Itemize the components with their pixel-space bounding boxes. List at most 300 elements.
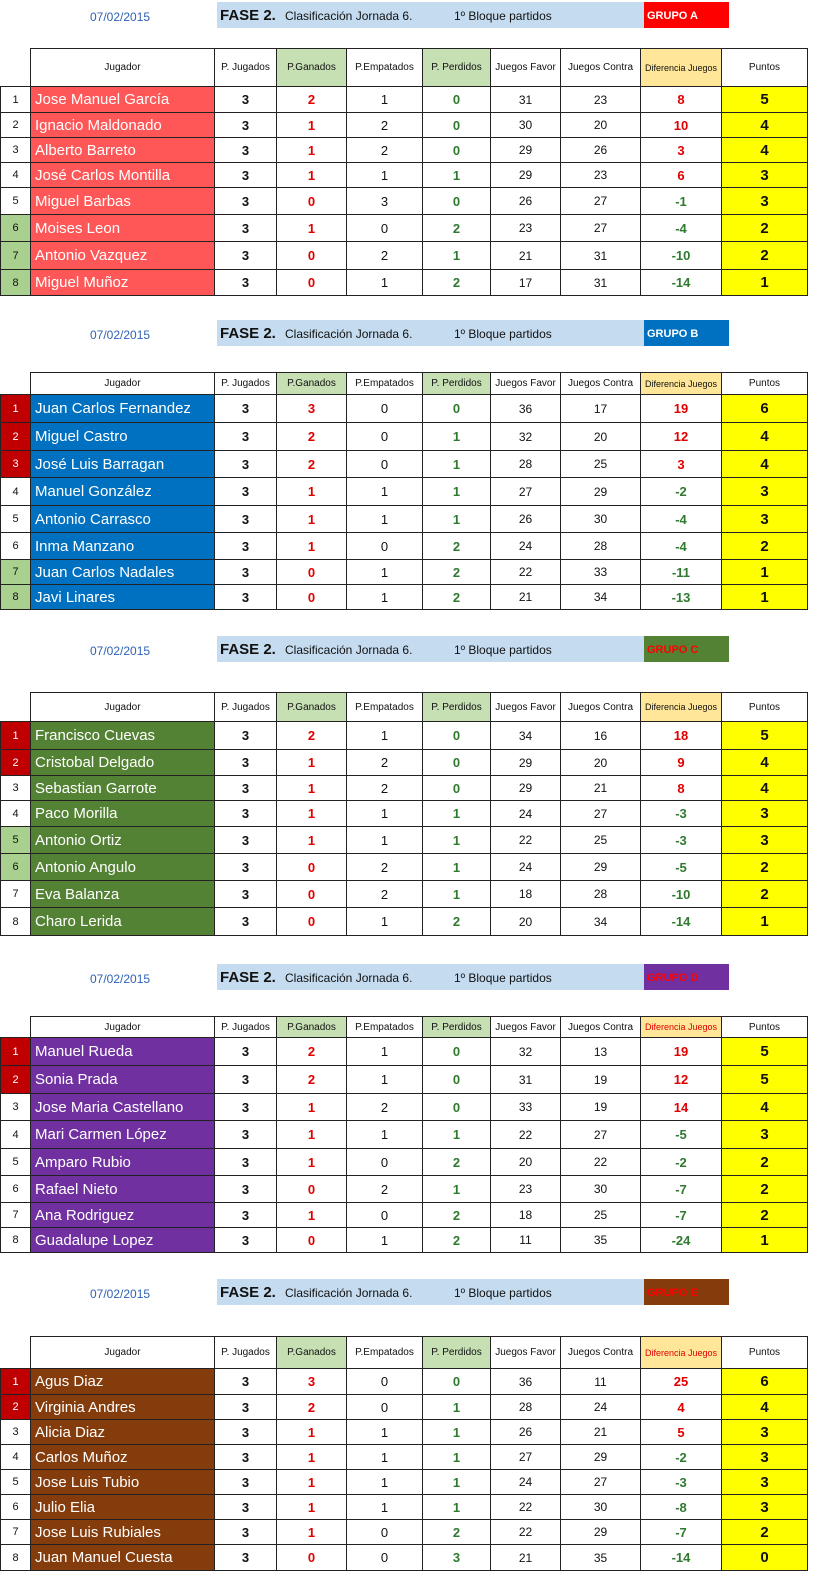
table-row <box>1 1520 808 1545</box>
won-cell: 2 <box>277 451 347 478</box>
lost-cell: 1 <box>423 1470 491 1495</box>
lost-cell: 1 <box>423 478 491 506</box>
points-cell: 3 <box>722 188 808 215</box>
rank-cell: 1 <box>1 87 31 113</box>
standings-table-grupo-a <box>0 48 808 296</box>
table-row <box>1 1420 808 1445</box>
lost-cell: 0 <box>423 113 491 138</box>
drawn-cell: 1 <box>347 506 423 533</box>
rank-cell: 8 <box>1 1545 31 1571</box>
played-cell: 3 <box>215 113 277 138</box>
table-row <box>1 478 808 506</box>
rank-cell: 1 <box>1 1369 31 1395</box>
player-name-cell: Amparo Rubio <box>31 1149 215 1176</box>
fase-title: FASE 2. <box>220 641 276 658</box>
points-cell: 4 <box>722 776 808 801</box>
lost-cell: 1 <box>423 423 491 451</box>
bloque-label: 1º Bloque partidos <box>454 1286 552 1300</box>
games-for-cell: 27 <box>491 478 561 506</box>
drawn-cell: 2 <box>347 138 423 163</box>
rank-cell: 7 <box>1 242 31 270</box>
played-cell: 3 <box>215 270 277 296</box>
games-for-cell: 22 <box>491 827 561 854</box>
rank-cell: 1 <box>1 1038 31 1066</box>
column-header: P.Empatados <box>347 373 423 395</box>
lost-cell: 0 <box>423 1094 491 1121</box>
played-cell: 3 <box>215 87 277 113</box>
won-cell: 1 <box>277 533 347 560</box>
column-header: P.Empatados <box>347 49 423 87</box>
table-row <box>1 722 808 750</box>
played-cell: 3 <box>215 533 277 560</box>
table-row <box>1 1445 808 1470</box>
lost-cell: 1 <box>423 1395 491 1420</box>
played-cell: 3 <box>215 1495 277 1520</box>
games-diff-cell: 8 <box>641 87 722 113</box>
played-cell: 3 <box>215 242 277 270</box>
player-name-cell: Juan Carlos Fernandez <box>31 395 215 423</box>
rank-cell: 4 <box>1 801 31 827</box>
table-row <box>1 423 808 451</box>
points-cell: 6 <box>722 1369 808 1395</box>
games-against-cell: 31 <box>561 270 641 296</box>
lost-cell: 0 <box>423 138 491 163</box>
games-diff-cell: -7 <box>641 1203 722 1228</box>
points-cell: 2 <box>722 533 808 560</box>
played-cell: 3 <box>215 854 277 881</box>
table-row <box>1 560 808 585</box>
games-diff-cell: 3 <box>641 451 722 478</box>
column-header: Juegos Contra <box>561 693 641 722</box>
column-header: Juegos Contra <box>561 373 641 395</box>
lost-cell: 0 <box>423 1066 491 1094</box>
drawn-cell: 1 <box>347 1228 423 1253</box>
clasificacion-label: Clasificación Jornada 6. <box>285 327 413 341</box>
played-cell: 3 <box>215 560 277 585</box>
player-name-cell: Antonio Ortiz <box>31 827 215 854</box>
player-name-cell: Jose Maria Castellano <box>31 1094 215 1121</box>
points-cell: 2 <box>722 1176 808 1203</box>
games-for-cell: 22 <box>491 1520 561 1545</box>
drawn-cell: 0 <box>347 451 423 478</box>
fase-title: FASE 2. <box>220 1284 276 1301</box>
games-for-cell: 29 <box>491 138 561 163</box>
games-against-cell: 25 <box>561 827 641 854</box>
standings-table-grupo-e <box>0 1336 808 1571</box>
played-cell: 3 <box>215 163 277 188</box>
played-cell: 3 <box>215 585 277 610</box>
won-cell: 1 <box>277 1094 347 1121</box>
rank-cell: 7 <box>1 1203 31 1228</box>
drawn-cell: 1 <box>347 560 423 585</box>
drawn-cell: 2 <box>347 750 423 776</box>
table-row <box>1 215 808 242</box>
games-diff-cell: 4 <box>641 1395 722 1420</box>
played-cell: 3 <box>215 215 277 242</box>
table-row <box>1 242 808 270</box>
player-name-cell: Javi Linares <box>31 585 215 610</box>
drawn-cell: 1 <box>347 1445 423 1470</box>
games-diff-cell: 10 <box>641 113 722 138</box>
games-diff-cell: 8 <box>641 776 722 801</box>
games-against-cell: 31 <box>561 242 641 270</box>
player-name-cell: Jose Manuel García <box>31 87 215 113</box>
column-header: Diferencia Juegos <box>641 1017 722 1038</box>
games-diff-cell: 12 <box>641 423 722 451</box>
lost-cell: 0 <box>423 188 491 215</box>
points-cell: 5 <box>722 1038 808 1066</box>
fase-banner <box>217 964 727 990</box>
column-header: Diferencia Juegos <box>641 693 722 722</box>
report-date: 07/02/2015 <box>90 1287 151 1301</box>
points-cell: 2 <box>722 1203 808 1228</box>
lost-cell: 0 <box>423 722 491 750</box>
table-row <box>1 585 808 610</box>
table-row <box>1 908 808 936</box>
games-diff-cell: -4 <box>641 506 722 533</box>
lost-cell: 2 <box>423 1149 491 1176</box>
rank-cell: 4 <box>1 478 31 506</box>
column-header: P.Ganados <box>277 1337 347 1369</box>
rank-cell: 5 <box>1 506 31 533</box>
rank-cell: 6 <box>1 533 31 560</box>
games-diff-cell: 12 <box>641 1066 722 1094</box>
drawn-cell: 1 <box>347 585 423 610</box>
section-header-grupo-b <box>0 318 816 348</box>
bloque-label: 1º Bloque partidos <box>454 327 552 341</box>
won-cell: 0 <box>277 1176 347 1203</box>
player-name-cell: Rafael Nieto <box>31 1176 215 1203</box>
games-against-cell: 19 <box>561 1094 641 1121</box>
played-cell: 3 <box>215 827 277 854</box>
player-name-cell: Agus Diaz <box>31 1369 215 1395</box>
column-header: Juegos Contra <box>561 1017 641 1038</box>
lost-cell: 0 <box>423 87 491 113</box>
games-for-cell: 22 <box>491 560 561 585</box>
games-against-cell: 27 <box>561 1121 641 1149</box>
player-name-cell: Manuel Rueda <box>31 1038 215 1066</box>
drawn-cell: 2 <box>347 1176 423 1203</box>
drawn-cell: 0 <box>347 1545 423 1571</box>
rank-header-blank <box>1 693 31 722</box>
player-name-cell: Jose Luis Rubiales <box>31 1520 215 1545</box>
won-cell: 0 <box>277 242 347 270</box>
lost-cell: 1 <box>423 506 491 533</box>
lost-cell: 3 <box>423 1545 491 1571</box>
rank-cell: 7 <box>1 560 31 585</box>
table-row <box>1 854 808 881</box>
lost-cell: 2 <box>423 908 491 936</box>
games-for-cell: 31 <box>491 1066 561 1094</box>
points-cell: 3 <box>722 801 808 827</box>
table-row <box>1 188 808 215</box>
group-badge: GRUPO E <box>644 1279 729 1305</box>
group-badge: GRUPO B <box>644 320 729 346</box>
games-for-cell: 24 <box>491 801 561 827</box>
table-row <box>1 451 808 478</box>
drawn-cell: 1 <box>347 87 423 113</box>
points-cell: 2 <box>722 215 808 242</box>
won-cell: 3 <box>277 1369 347 1395</box>
games-for-cell: 28 <box>491 1395 561 1420</box>
standings-table-grupo-c <box>0 692 808 936</box>
games-diff-cell: -14 <box>641 908 722 936</box>
drawn-cell: 1 <box>347 1420 423 1445</box>
games-diff-cell: 3 <box>641 138 722 163</box>
points-cell: 1 <box>722 585 808 610</box>
games-diff-cell: 18 <box>641 722 722 750</box>
drawn-cell: 0 <box>347 215 423 242</box>
won-cell: 1 <box>277 1203 347 1228</box>
column-header: P. Perdidos <box>423 373 491 395</box>
won-cell: 1 <box>277 215 347 242</box>
rank-cell: 4 <box>1 1121 31 1149</box>
rank-header-blank <box>1 373 31 395</box>
table-row <box>1 1066 808 1094</box>
played-cell: 3 <box>215 776 277 801</box>
games-against-cell: 28 <box>561 881 641 908</box>
rank-header-blank <box>1 1017 31 1038</box>
won-cell: 1 <box>277 113 347 138</box>
games-against-cell: 27 <box>561 801 641 827</box>
points-cell: 1 <box>722 560 808 585</box>
drawn-cell: 1 <box>347 827 423 854</box>
games-for-cell: 28 <box>491 451 561 478</box>
table-row <box>1 827 808 854</box>
player-name-cell: José Luis Barragan <box>31 451 215 478</box>
player-name-cell: Alicia Diaz <box>31 1420 215 1445</box>
games-against-cell: 19 <box>561 1066 641 1094</box>
player-name-cell: Mari Carmen López <box>31 1121 215 1149</box>
games-against-cell: 29 <box>561 854 641 881</box>
section-header-grupo-e <box>0 1279 816 1309</box>
games-for-cell: 30 <box>491 113 561 138</box>
games-diff-cell: 5 <box>641 1420 722 1445</box>
player-name-cell: Sebastian Garrote <box>31 776 215 801</box>
drawn-cell: 1 <box>347 1470 423 1495</box>
rank-cell: 2 <box>1 1066 31 1094</box>
rank-cell: 6 <box>1 1176 31 1203</box>
clasificacion-label: Clasificación Jornada 6. <box>285 1286 413 1300</box>
lost-cell: 2 <box>423 533 491 560</box>
games-for-cell: 27 <box>491 1445 561 1470</box>
rank-cell: 5 <box>1 827 31 854</box>
clasificacion-label: Clasificación Jornada 6. <box>285 971 413 985</box>
column-header: Puntos <box>722 693 808 722</box>
games-diff-cell: -7 <box>641 1520 722 1545</box>
player-name-cell: Carlos Muñoz <box>31 1445 215 1470</box>
games-against-cell: 21 <box>561 1420 641 1445</box>
rank-cell: 8 <box>1 908 31 936</box>
lost-cell: 0 <box>423 1038 491 1066</box>
column-header: P. Perdidos <box>423 1017 491 1038</box>
player-name-cell: José Carlos Montilla <box>31 163 215 188</box>
section-header-grupo-c <box>0 636 816 666</box>
won-cell: 2 <box>277 722 347 750</box>
games-diff-cell: 9 <box>641 750 722 776</box>
games-against-cell: 26 <box>561 138 641 163</box>
drawn-cell: 0 <box>347 1149 423 1176</box>
points-cell: 3 <box>722 1495 808 1520</box>
games-diff-cell: -8 <box>641 1495 722 1520</box>
section-header-grupo-d <box>0 964 816 994</box>
points-cell: 3 <box>722 827 808 854</box>
player-name-cell: Juan Carlos Nadales <box>31 560 215 585</box>
rank-cell: 2 <box>1 423 31 451</box>
lost-cell: 1 <box>423 827 491 854</box>
fase-banner <box>217 1279 727 1305</box>
points-cell: 1 <box>722 270 808 296</box>
won-cell: 2 <box>277 423 347 451</box>
games-against-cell: 25 <box>561 451 641 478</box>
points-cell: 2 <box>722 854 808 881</box>
player-name-cell: Alberto Barreto <box>31 138 215 163</box>
column-header: Juegos Contra <box>561 1337 641 1369</box>
games-for-cell: 18 <box>491 881 561 908</box>
won-cell: 3 <box>277 395 347 423</box>
player-name-cell: Antonio Carrasco <box>31 506 215 533</box>
lost-cell: 2 <box>423 585 491 610</box>
column-header: Jugador <box>31 49 215 87</box>
points-cell: 5 <box>722 722 808 750</box>
column-header: P.Empatados <box>347 693 423 722</box>
fase-title: FASE 2. <box>220 7 276 24</box>
column-header: P. Jugados <box>215 1337 277 1369</box>
games-for-cell: 20 <box>491 908 561 936</box>
games-against-cell: 20 <box>561 423 641 451</box>
points-cell: 3 <box>722 478 808 506</box>
player-name-cell: Ana Rodriguez <box>31 1203 215 1228</box>
games-against-cell: 30 <box>561 1176 641 1203</box>
drawn-cell: 1 <box>347 1495 423 1520</box>
games-for-cell: 22 <box>491 1121 561 1149</box>
played-cell: 3 <box>215 1395 277 1420</box>
table-row <box>1 1545 808 1571</box>
won-cell: 2 <box>277 1066 347 1094</box>
won-cell: 2 <box>277 87 347 113</box>
points-cell: 2 <box>722 881 808 908</box>
lost-cell: 1 <box>423 854 491 881</box>
played-cell: 3 <box>215 881 277 908</box>
played-cell: 3 <box>215 908 277 936</box>
drawn-cell: 2 <box>347 113 423 138</box>
rank-header-blank <box>1 49 31 87</box>
rank-cell: 3 <box>1 776 31 801</box>
games-against-cell: 27 <box>561 188 641 215</box>
drawn-cell: 1 <box>347 478 423 506</box>
rank-cell: 2 <box>1 750 31 776</box>
points-cell: 4 <box>722 451 808 478</box>
played-cell: 3 <box>215 478 277 506</box>
won-cell: 1 <box>277 1495 347 1520</box>
games-for-cell: 24 <box>491 854 561 881</box>
games-for-cell: 20 <box>491 1149 561 1176</box>
rank-cell: 3 <box>1 1094 31 1121</box>
drawn-cell: 2 <box>347 242 423 270</box>
games-diff-cell: -14 <box>641 270 722 296</box>
games-for-cell: 32 <box>491 1038 561 1066</box>
rank-cell: 7 <box>1 881 31 908</box>
won-cell: 0 <box>277 585 347 610</box>
won-cell: 1 <box>277 506 347 533</box>
points-cell: 4 <box>722 423 808 451</box>
games-against-cell: 30 <box>561 1495 641 1520</box>
player-name-cell: Miguel Castro <box>31 423 215 451</box>
column-header: Jugador <box>31 693 215 722</box>
played-cell: 3 <box>215 506 277 533</box>
column-header: P.Ganados <box>277 1017 347 1038</box>
points-cell: 5 <box>722 87 808 113</box>
played-cell: 3 <box>215 1203 277 1228</box>
rank-cell: 4 <box>1 163 31 188</box>
column-header: P. Perdidos <box>423 693 491 722</box>
drawn-cell: 2 <box>347 776 423 801</box>
table-row <box>1 1369 808 1395</box>
games-against-cell: 16 <box>561 722 641 750</box>
clasificacion-label: Clasificación Jornada 6. <box>285 643 413 657</box>
rank-cell: 3 <box>1 451 31 478</box>
games-against-cell: 29 <box>561 478 641 506</box>
games-against-cell: 23 <box>561 87 641 113</box>
table-row <box>1 87 808 113</box>
points-cell: 3 <box>722 1470 808 1495</box>
games-diff-cell: 6 <box>641 163 722 188</box>
games-diff-cell: -3 <box>641 1470 722 1495</box>
games-for-cell: 29 <box>491 750 561 776</box>
drawn-cell: 1 <box>347 1066 423 1094</box>
player-name-cell: Cristobal Delgado <box>31 750 215 776</box>
drawn-cell: 1 <box>347 801 423 827</box>
games-for-cell: 31 <box>491 87 561 113</box>
column-header: Diferencia Juegos <box>641 1337 722 1369</box>
lost-cell: 2 <box>423 215 491 242</box>
played-cell: 3 <box>215 1066 277 1094</box>
table-row <box>1 881 808 908</box>
games-diff-cell: 19 <box>641 395 722 423</box>
table-row <box>1 1395 808 1420</box>
column-header: Juegos Contra <box>561 49 641 87</box>
played-cell: 3 <box>215 1121 277 1149</box>
games-diff-cell: 25 <box>641 1369 722 1395</box>
lost-cell: 1 <box>423 801 491 827</box>
games-against-cell: 27 <box>561 1470 641 1495</box>
column-header: P. Perdidos <box>423 1337 491 1369</box>
played-cell: 3 <box>215 750 277 776</box>
lost-cell: 2 <box>423 1203 491 1228</box>
table-row <box>1 1176 808 1203</box>
games-diff-cell: -13 <box>641 585 722 610</box>
lost-cell: 1 <box>423 1420 491 1445</box>
games-for-cell: 26 <box>491 506 561 533</box>
table-row <box>1 1203 808 1228</box>
table-header-row <box>1 693 808 722</box>
rank-cell: 4 <box>1 1445 31 1470</box>
fase-title: FASE 2. <box>220 969 276 986</box>
column-header: Puntos <box>722 1017 808 1038</box>
played-cell: 3 <box>215 1369 277 1395</box>
games-for-cell: 21 <box>491 1545 561 1571</box>
player-name-cell: Moises Leon <box>31 215 215 242</box>
player-name-cell: Charo Lerida <box>31 908 215 936</box>
drawn-cell: 0 <box>347 1203 423 1228</box>
games-against-cell: 22 <box>561 1149 641 1176</box>
played-cell: 3 <box>215 423 277 451</box>
rank-cell: 2 <box>1 1395 31 1420</box>
rank-cell: 6 <box>1 854 31 881</box>
lost-cell: 2 <box>423 1228 491 1253</box>
drawn-cell: 0 <box>347 395 423 423</box>
table-row <box>1 1121 808 1149</box>
